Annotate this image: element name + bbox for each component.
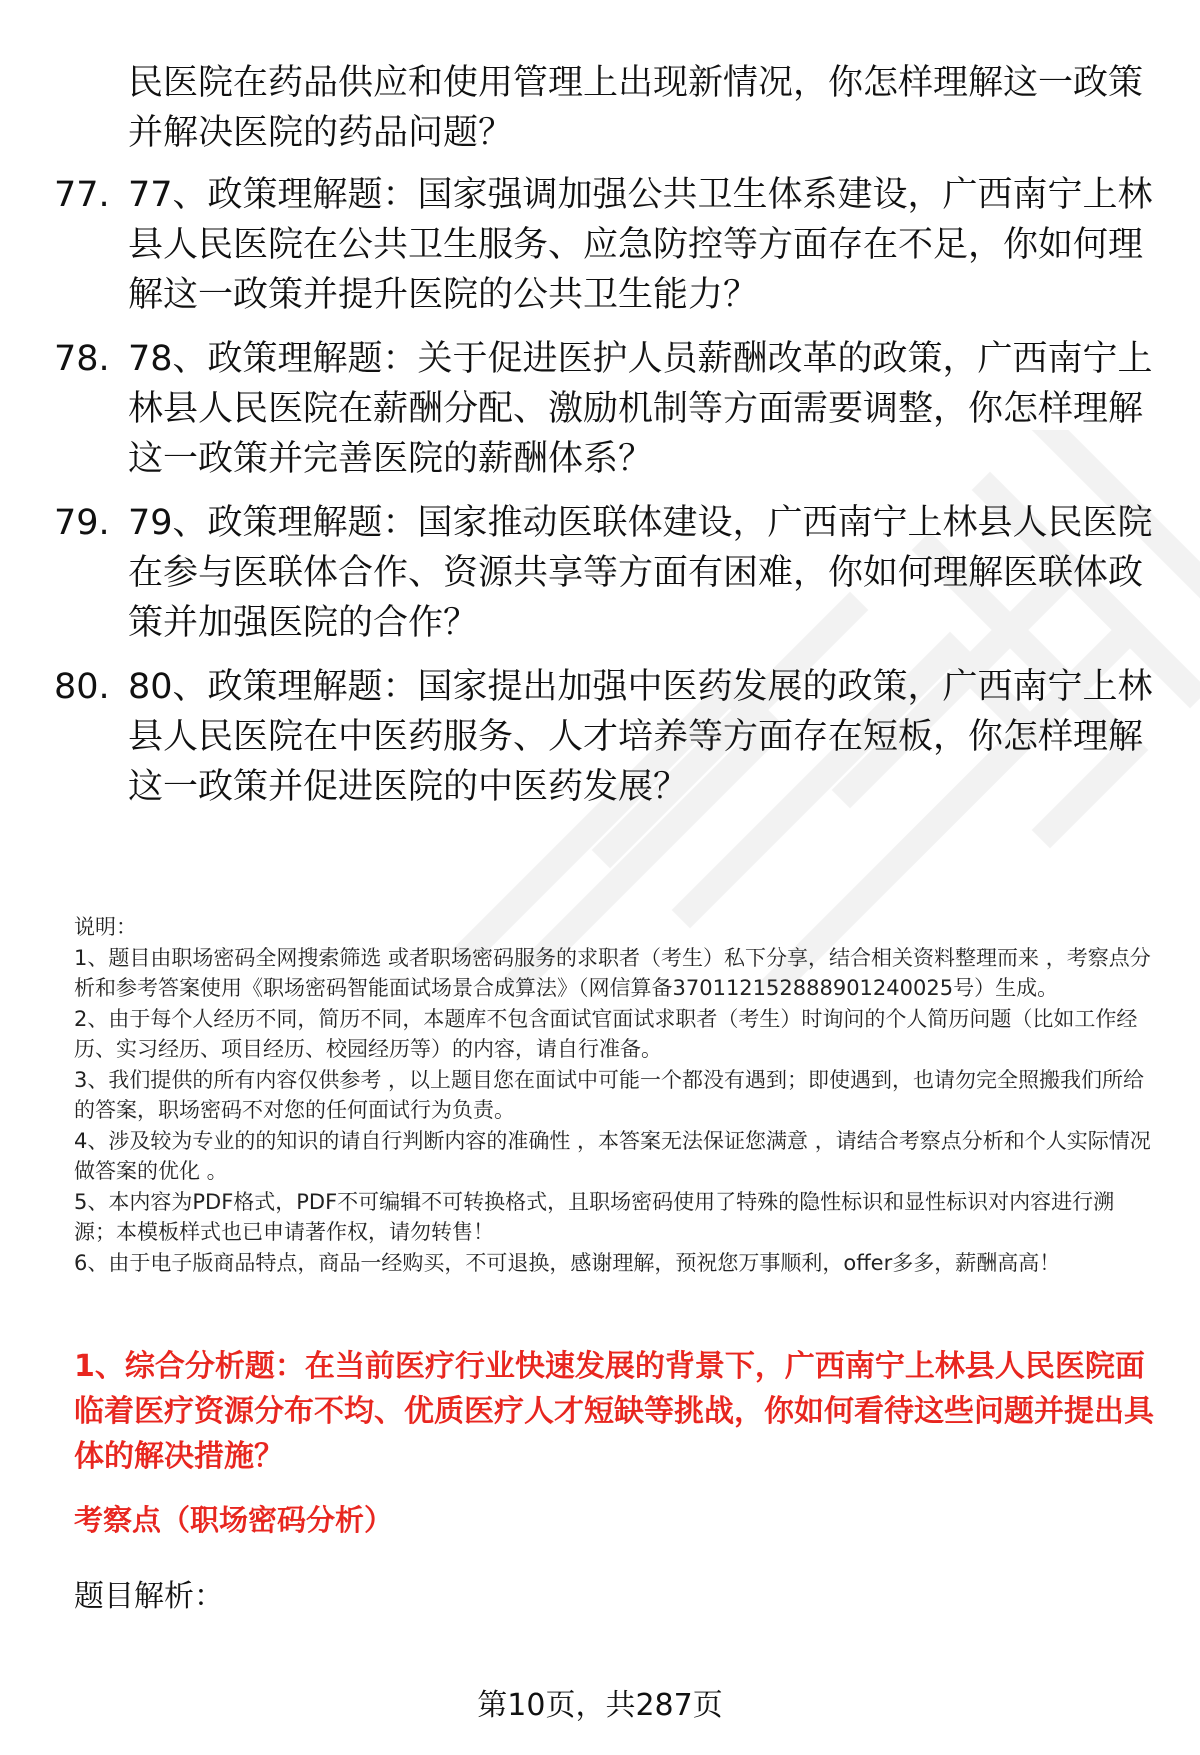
- section-question: 1、综合分析题：在当前医疗行业快速发展的背景下，广西南宁上林县人民医院面临着医疗资源分布不均、优质医疗人才短缺等挑战，你如何看待这些问题并提出具体的解决措施？: [74, 1349, 1154, 1474]
- note-item: 2、由于每个人经历不同，简历不同，本题库不包含面试官面试求职者（考生）时询问的个人简历问题（比如工作经历、实习经历、项目经历、校园经历等）的内容，请自行准备。: [74, 1006, 1138, 1061]
- question-text: 78、政策理解题：关于促进医护人员薪酬改革的政策，广西南宁上林县人民医院在薪酬分配、激励机制等方面需要调整，你怎样理解这一政策并完善医院的薪酬体系？: [128, 339, 1153, 479]
- list-number: 79.: [54, 503, 110, 543]
- note-item: 4、涉及较为专业的的知识的请自行判断内容的准确性 ，本答案无法保证您满意 ，请结合考察点分析和个人实际情况做答案的优化 。: [74, 1128, 1151, 1183]
- question-text: 79、政策理解题：国家推动医联体建设，广西南宁上林县人民医院在参与医联体合作、资源共享等方面有困难，你如何理解医联体政策并加强医院的合作？: [128, 503, 1153, 643]
- list-number: 78.: [54, 339, 110, 379]
- question-text: 80、政策理解题：国家提出加强中医药发展的政策，广西南宁上林县人民医院在中医药服务、人才培养等方面存在短板，你怎样理解这一政策并促进医院的中医药发展？: [128, 667, 1153, 807]
- note-item: 1、题目由职场密码全网搜索筛选 或者职场密码服务的求职者（考生）私下分享，结合相关资料整理而来 ，考察点分析和参考答案使用《职场密码智能面试场景合成算法》（网信算备370112152888901240025号）生成。: [74, 945, 1151, 1000]
- list-number: 80.: [54, 667, 110, 707]
- list-number: 77.: [54, 175, 110, 215]
- section-heading: 考察点（职场密码分析）: [74, 1503, 394, 1537]
- notes-block: [74, 912, 1154, 1278]
- notes-title: 说明：: [74, 915, 137, 939]
- page-number: 第10页，共287页: [477, 1688, 723, 1723]
- question-text: 77、政策理解题：国家强调加强公共卫生体系建设，广西南宁上林县人民医院在公共卫生服务、应急防控等方面存在不足，你如何理解这一政策并提升医院的公共卫生能力？: [128, 175, 1153, 315]
- note-item: 5、本内容为PDF格式，PDF不可编辑不可转换格式，且职场密码使用了特殊的隐性标识和显性标识对内容进行溯源；本模板样式也已申请著作权，请勿转售！: [74, 1189, 1115, 1244]
- analysis-label: 题目解析：: [74, 1579, 224, 1614]
- note-item: 6、由于电子版商品特点，商品一经购买，不可退换，感谢理解，预祝您万事顺利，offer多多，薪酬高高！: [74, 1250, 1061, 1275]
- note-item: 3、我们提供的所有内容仅供参考 ，以上题目您在面试中可能一个都没有遇到；即使遇到，也请勿完全照搬我们所给的答案，职场密码不对您的任何面试行为负责。: [74, 1067, 1145, 1122]
- question-76-continuation: 民医院在药品供应和使用管理上出现新情况，你怎样理解这一政策并解决医院的药品问题？: [128, 63, 1144, 153]
